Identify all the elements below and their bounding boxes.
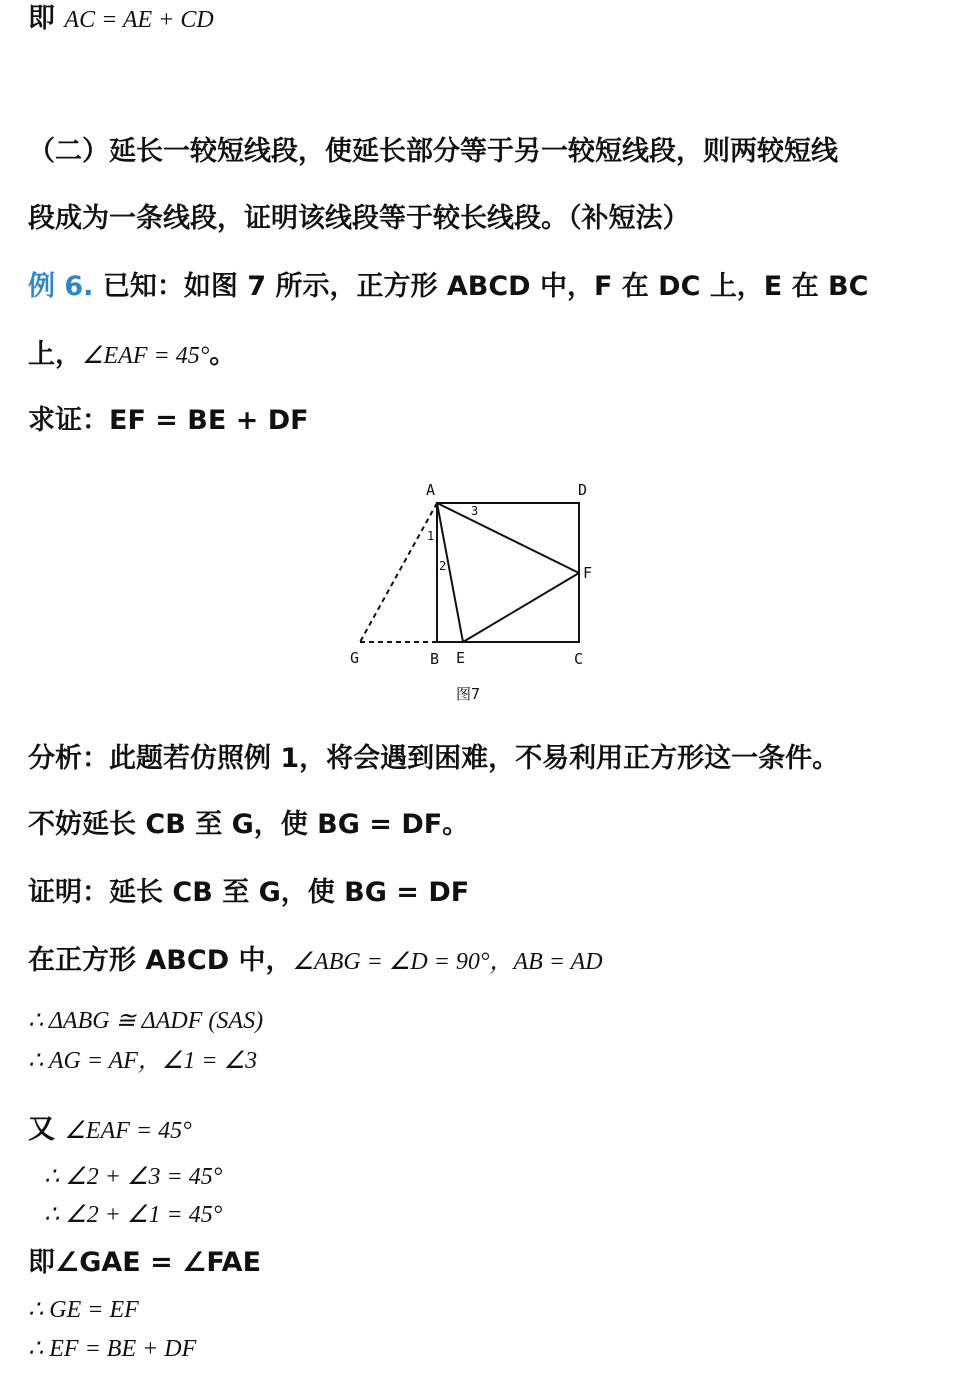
label-f: F (583, 564, 593, 582)
angle-label-3: 3 (471, 504, 479, 518)
text: 已知：如图 7 所示，正方形 ABCD 中，F 在 DC 上，E 在 BC (93, 271, 869, 302)
analysis-line: 分析：此题若仿照例 1，将会遇到困难，不易利用正方形这一条件。 (28, 743, 840, 774)
label-e: E (456, 649, 466, 667)
text: 在正方形 ABCD 中， (28, 945, 293, 976)
proof-step: ∴ AG = AF，∠1 = ∠3 (28, 1048, 258, 1074)
label-d: D (578, 481, 588, 499)
formula: ∠EAF = 45° (82, 343, 210, 369)
segment-ag-dashed (360, 503, 437, 642)
label-g: G (350, 649, 360, 667)
formula: AC = AE + CD (64, 7, 214, 33)
prove-line: 求证：EF = BE + DF (28, 405, 309, 436)
proof-step: ∴ ∠2 + ∠1 = 45° (44, 1202, 223, 1228)
text: 即 (28, 3, 55, 34)
figure-caption: 图7 (456, 685, 481, 703)
formula: ∠ABG = ∠D = 90°，AB = AD (292, 949, 603, 975)
label-c: C (574, 650, 584, 668)
method-heading-line2: 段成为一条线段，证明该线段等于较长线段。（补短法） (28, 203, 690, 234)
label-a: A (426, 481, 436, 499)
proof-conclusion: ∴ EF = BE + DF (28, 1336, 197, 1362)
proof-step: ∴ ∠2 + ∠3 = 45° (44, 1164, 223, 1190)
angle-label-2: 2 (439, 559, 447, 573)
example-label: 例 6. (28, 271, 94, 302)
proof-start-line: 证明：延长 CB 至 G，使 BG = DF (28, 877, 470, 908)
proof-step: ∴ ΔABG ≅ ΔADF (SAS) (28, 1008, 264, 1034)
hint-line: 不妨延长 CB 至 G，使 BG = DF。 (28, 809, 470, 840)
proof-step: ∴ GE = EF (28, 1297, 139, 1323)
label-b: B (430, 650, 440, 668)
text: 。 (209, 339, 237, 370)
text: 又 (28, 1114, 55, 1145)
segment-af (437, 503, 579, 573)
formula: ∠EAF = 45° (64, 1118, 192, 1144)
text: 上， (28, 339, 82, 370)
segment-ef (463, 573, 579, 642)
proof-line: 即∠GAE = ∠FAE (28, 1247, 262, 1278)
method-heading-line1: （二）延长一较短线段，使延长部分等于另一较短线段，则两较短线 (28, 136, 838, 167)
proof-line (28, 1116, 192, 1143)
proof-line (28, 947, 603, 974)
angle-label-1: 1 (427, 529, 435, 543)
